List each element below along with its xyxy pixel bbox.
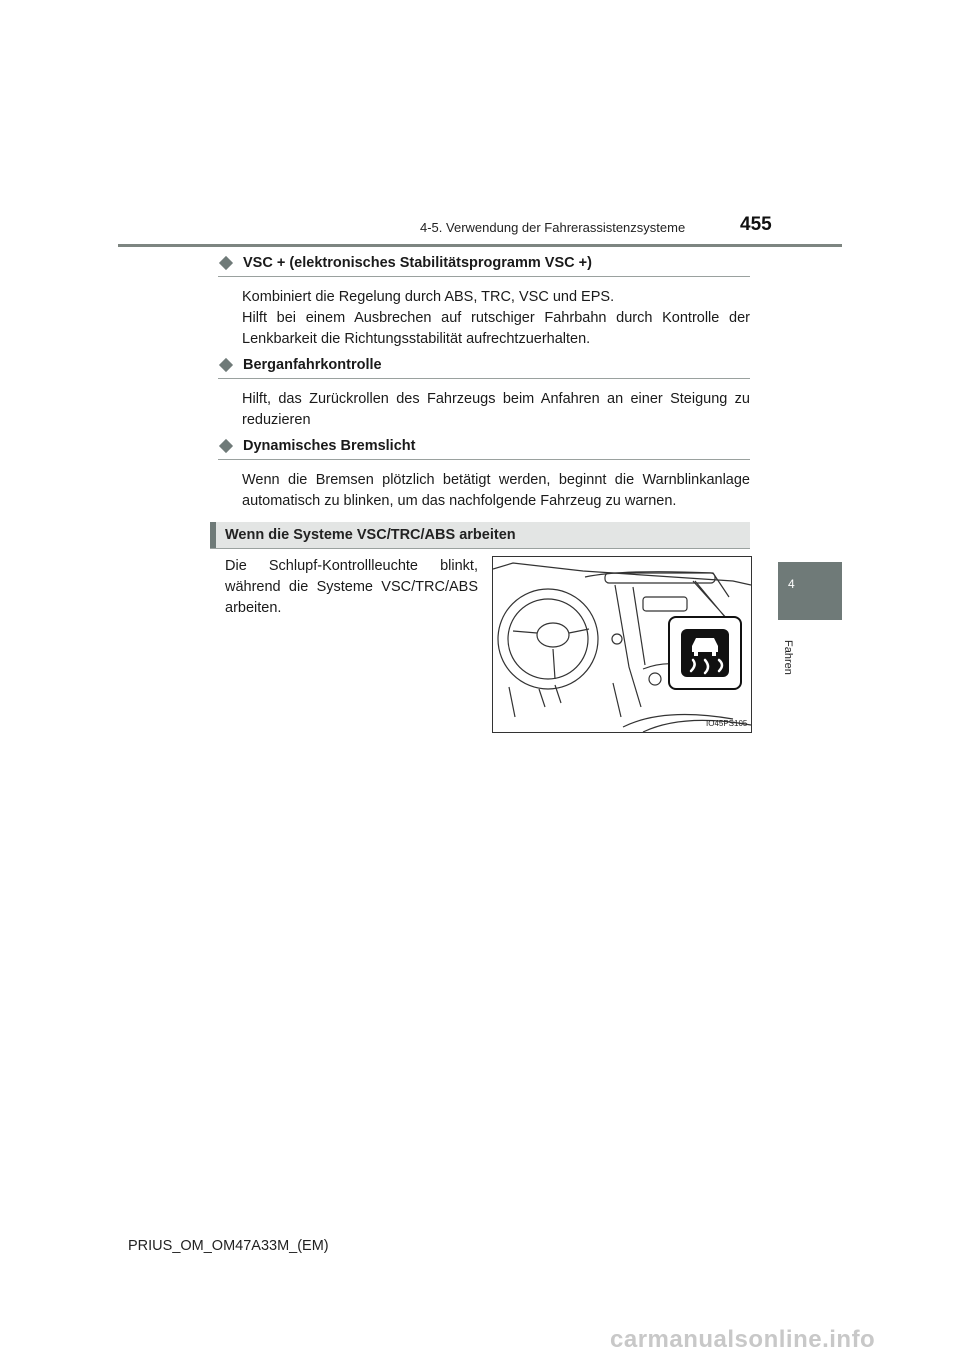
- header-title: 4-5. Verwendung der Fahrerassistenzsysteme: [420, 220, 686, 235]
- section-brake-light: [218, 438, 750, 512]
- section-heading: Berganfahrkontrolle: [243, 357, 382, 373]
- section-text: Hilft, das Zurückrollen des Fahrzeugs beim Anfahren an einer Steigung zu reduzieren: [242, 391, 750, 428]
- chapter-number: 4: [788, 577, 795, 591]
- section-text: Kombiniert die Regelung durch ABS, TRC, VSC und EPS.: [242, 289, 615, 305]
- section-text: Wenn die Bremsen plötzlich betätigt werden, beginnt die Warnblinkanlage automatisch zu blinken, um das nachfolgende Fahrzeug zu warnen.: [242, 472, 750, 509]
- section-vsc: [218, 255, 750, 350]
- subsection-title: Wenn die Systeme VSC/TRC/ABS arbeiten: [225, 527, 516, 543]
- dashboard-illustration: [492, 556, 752, 733]
- section-heading: Dynamisches Bremslicht: [243, 438, 416, 454]
- subsection-band: [210, 522, 750, 549]
- diamond-bullet-icon: [219, 256, 233, 270]
- dashboard-drawing: [493, 557, 751, 732]
- diamond-bullet-icon: [219, 358, 233, 372]
- band-accent: [210, 522, 216, 548]
- diamond-bullet-icon: [219, 439, 233, 453]
- chapter-label: Fahren: [782, 640, 794, 675]
- chapter-tab: [778, 562, 842, 620]
- footer-doc-id: PRIUS_OM_OM47A33M_(EM): [128, 1238, 329, 1254]
- header-rule: [118, 244, 842, 247]
- watermark: carmanualsonline.info: [610, 1326, 876, 1353]
- section-text: Hilft bei einem Ausbrechen auf rutschiger Fahrbahn durch Kontrolle der Lenkbarkeit die Richtungsstabilität aufrechtzuerhalten.: [242, 310, 750, 347]
- page-number: 455: [740, 214, 772, 235]
- figure-code: IO45PS105: [706, 719, 748, 728]
- body-paragraph: Die Schlupf-Kontrollleuchte blinkt, während die Systeme VSC/TRC/ABS arbeiten.: [225, 558, 478, 616]
- section-heading: VSC + (elektronisches Stabilitätsprogramm VSC +): [243, 255, 592, 271]
- section-hill-start: [218, 357, 750, 431]
